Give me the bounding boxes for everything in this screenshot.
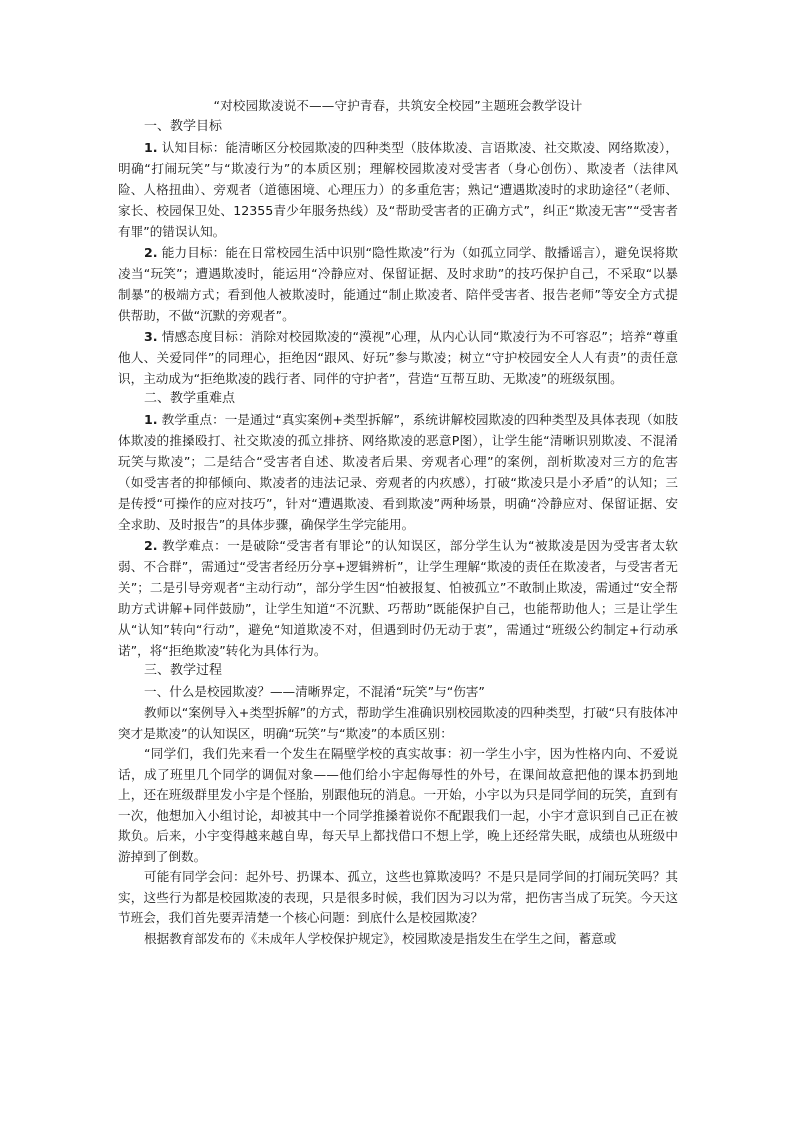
process-subheading: 一、什么是校园欺凌？——清晰界定，不混淆“玩笑”与“伤害” <box>144 684 485 699</box>
key-point-difficulty <box>118 535 678 661</box>
key-point-difficulty-text: 教学难点：一是破除“受害者有罪论”的认知误区，部分学生认为“被欺凌是因为受害者太软弱、不合群”，需通过“受害者经历分享+逻辑辨析”，让学生理解“欺凌的责任在欺凌者，与受害者无关”；二是引导旁观者“主动行动”，部分学生因“怕被报复、怕被孤立”不敢制止欺凌，需通过“安全帮助方式讲解+同伴鼓励”，让学生知道“不沉默、巧帮助”既能保护自己，也能帮助他人；三是让学生从“认知”转向“行动”，避免“知道欺凌不对，但遇到时仍无动于衷”，需通过“班级公约制定+行动承诺”，将“拒绝欺凌”转化为具体行为。 <box>118 538 678 658</box>
section-heading-process: 三、教学过程 <box>144 663 223 678</box>
section-heading-key-points: 二、教学重难点 <box>144 391 236 406</box>
goal-emotion-number: 3. <box>144 329 158 344</box>
key-point-focus <box>118 409 678 535</box>
key-point-focus-text: 教学重点：一是通过“真实案例+类型拆解”，系统讲解校园欺凌的四种类型及具体表现（如肢体欺凌的推搡殴打、社交欺凌的孤立排挤、网络欺凌的恶意P图），让学生能“清晰识别欺凌、不混淆玩笑与欺凌”；二是结合“受害者自述、欺凌者后果、旁观者心理”的案例，剖析欺凌对三方的危害（如受害者的抑郁倾向、欺凌者的违法记录、旁观者的内疚感），打破“欺凌只是小矛盾”的认知；三是传授“可操作的应对技巧”，针对“遭遇欺凌、看到欺凌”两种场景，明确“冷静应对、保留证据、安全求助、及时报告”的具体步骤，确保学生学完能用。 <box>118 412 678 532</box>
goal-cognitive-number: 1. <box>144 140 158 155</box>
goal-cognitive <box>118 137 678 242</box>
process-paragraph-4: 根据教育部发布的《未成年人学校保护规定》，校园欺凌是指发生在学生之间，蓄意或 <box>144 930 617 946</box>
goal-ability-number: 2. <box>144 245 158 260</box>
process-paragraph-3: 可能有同学会问：起外号、扔课本、孤立，这些也算欺凌吗？不是只是同学间的打闹玩笑吗？其实，这些行为都是校园欺凌的表现，只是很多时候，我们因为习以为常，把伤害当成了玩笑。今天这节班会，我们首先要弄清楚一个核心问题：到底什么是校园欺凌？ <box>118 869 678 925</box>
goal-emotion <box>118 326 678 389</box>
key-point-difficulty-number: 2. <box>144 538 158 553</box>
goal-ability-text: 能力目标：能在日常校园生活中识别“隐性欺凌”行为（如孤立同学、散播谣言），避免误将欺凌当“玩笑”；遭遇欺凌时，能运用“冷静应对、保留证据、及时求助”的技巧保护自己，不采取“以暴制暴”的极端方式；看到他人被欺凌时，能通过“制止欺凌者、陪伴受害者、报告老师”等安全方式提供帮助，不做“沉默的旁观者”。 <box>118 245 678 323</box>
section-heading-goals: 一、教学目标 <box>144 119 223 134</box>
key-point-focus-number: 1. <box>144 412 158 427</box>
goal-ability <box>118 242 678 326</box>
goal-cognitive-text: 认知目标：能清晰区分校园欺凌的四种类型（肢体欺凌、言语欺凌、社交欺凌、网络欺凌），明确“打闹玩笑”与“欺凌行为”的本质区别；理解校园欺凌对受害者（身心创伤）、欺凌者（法律风险、人格扭曲）、旁观者（道德困境、心理压力）的多重危害；熟记“遭遇欺凌时的求助途径”（老师、家长、校园保卫处、12355青少年服务热线）及“帮助受害者的正确方式”，纠正“欺凌无害”“受害者有罪”的错误认知。 <box>118 140 678 239</box>
document-title: “对校园欺凌说不——守护青春，共筑安全校园”主题班会教学设计 <box>213 98 583 113</box>
process-paragraph-2: “同学们，我们先来看一个发生在隔壁学校的真实故事：初一学生小宇，因为性格内向、不爱说话，成了班里几个同学的调侃对象——他们给小宇起侮辱性的外号，在课间故意把他的课本扔到地上，还在班级群里发小宇是个怪胎，别跟他玩的消息。一开始，小宇以为只是同学间的玩笑，直到有一次，他想加入小组讨论，却被其中一个同学推搡着说你不配跟我们一起，小宇才意识到自己正在被欺负。后来，小宇变得越来越自卑，每天早上都找借口不想上学，晚上还经常失眠，成绩也从班级中游掉到了倒数。 <box>118 746 678 864</box>
document-page <box>118 96 678 949</box>
goal-emotion-text: 情感态度目标：消除对校园欺凌的“漠视”心理，从内心认同“欺凌行为不可容忍”；培养“尊重他人、关爱同伴”的同理心，拒绝因“跟风、好玩”参与欺凌；树立“守护校园安全人人有责”的责任意识，主动成为“拒绝欺凌的践行者、同伴的守护者”，营造“互帮互助、无欺凌”的班级氛围。 <box>118 329 678 386</box>
process-paragraph-1: 教师以“案例导入+类型拆解”的方式，帮助学生准确识别校园欺凌的四种类型，打破“只有肢体冲突才是欺凌”的认知误区，明确“玩笑”与“欺凌”的本质区别： <box>118 705 678 741</box>
